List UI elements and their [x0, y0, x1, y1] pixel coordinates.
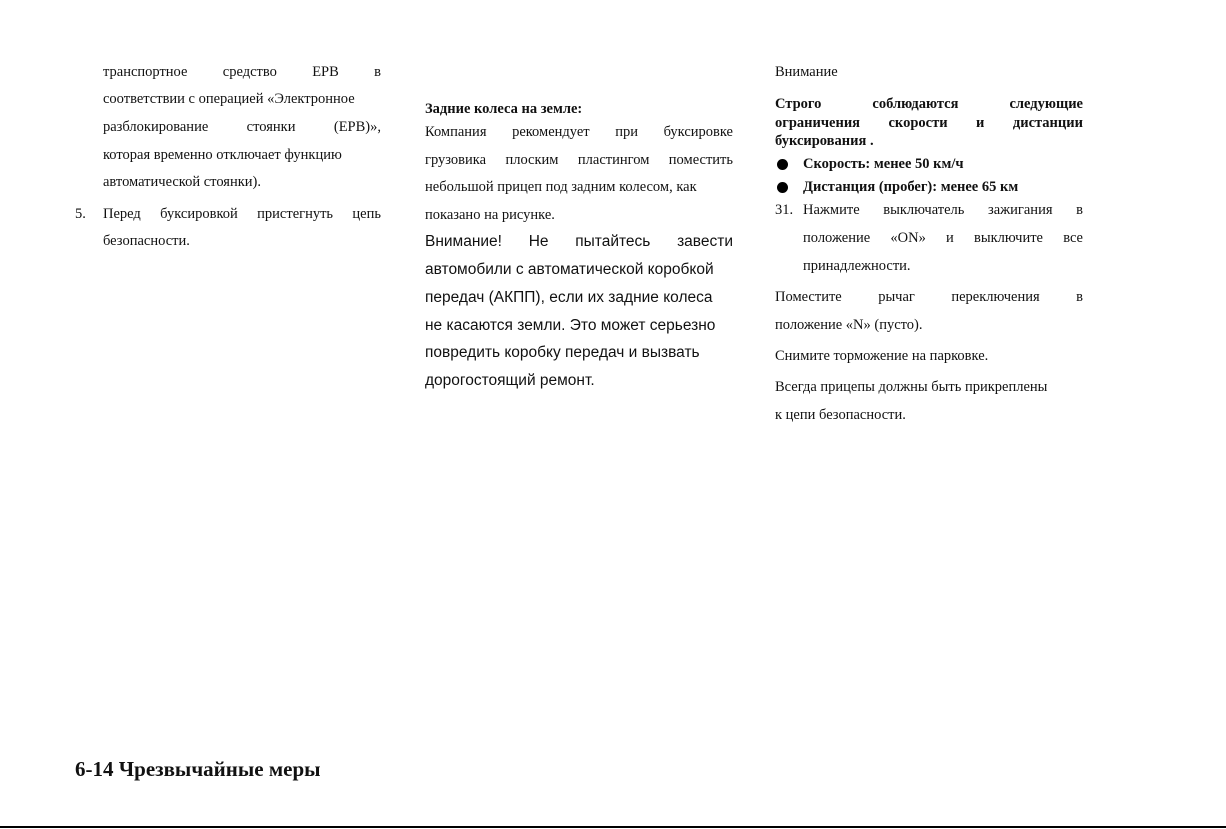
- word: завести: [677, 233, 733, 250]
- word: при: [615, 124, 638, 140]
- warning-line-1: [425, 233, 733, 251]
- word: Не: [528, 233, 549, 250]
- word: «ON»: [890, 230, 926, 246]
- word: зажигания: [987, 202, 1053, 218]
- justified-row: [775, 95, 1083, 113]
- warning-line-3: [425, 289, 733, 307]
- line-text: соответствии с операцией «Электронное: [103, 91, 355, 107]
- line-text: автоматической стоянки).: [103, 174, 261, 190]
- line-text: буксирования .: [775, 133, 874, 149]
- step-31-line-1: [803, 201, 1083, 219]
- line-text: к цепи безопасности.: [775, 407, 906, 423]
- line-text: безопасности.: [103, 233, 190, 249]
- justified-row: [103, 118, 381, 136]
- word: выключатель: [883, 202, 965, 218]
- line-text: передач (АКПП), если их задние колеса: [425, 289, 713, 306]
- paragraph-shift-line-1: [775, 288, 1083, 306]
- bullet-dot-icon: [777, 182, 788, 193]
- page-title: 6-14 Чрезвычайные меры: [75, 757, 321, 781]
- word: рекомендует: [512, 124, 590, 140]
- word: переключения: [951, 289, 1040, 305]
- word: плоским: [505, 152, 559, 168]
- paragraph-chain-line-2: [775, 406, 906, 424]
- bullet-speed: Скорость: менее 50 км/ч: [803, 156, 964, 172]
- word: цепь: [352, 206, 381, 222]
- word: пристегнуть: [257, 206, 334, 222]
- line-text: Всегда прицепы должны быть прикреплены: [775, 379, 1048, 395]
- strict-line-2: [775, 114, 1083, 132]
- justified-row: [775, 288, 1083, 306]
- left-line-2: [103, 90, 381, 108]
- warning-line-6: [425, 372, 595, 390]
- line-text: Снимите торможение на парковке.: [775, 348, 989, 364]
- left-line-4: [103, 146, 381, 164]
- justified-row: [425, 151, 733, 169]
- bullet-dot-icon: [777, 159, 788, 170]
- word: ограничения: [775, 115, 861, 131]
- strict-line-1: [775, 95, 1083, 113]
- word: EPB: [312, 64, 339, 80]
- line-text: автомобили с автоматической коробкой: [425, 261, 714, 278]
- word: Компания: [425, 124, 487, 140]
- line-text: показано на рисунке.: [425, 207, 555, 223]
- line-text: не касаются земли. Это может серьезно: [425, 317, 716, 334]
- justified-row: [103, 205, 381, 223]
- warning-line-4: [425, 317, 733, 335]
- line-text: небольшой прицеп под задним колесом, как: [425, 179, 697, 195]
- word: средство: [222, 64, 277, 80]
- step-31-line-3: [803, 257, 911, 275]
- step-31-number: 31.: [775, 202, 794, 218]
- section-heading: Задние колеса на земле:: [425, 101, 583, 117]
- word: Поместите: [775, 289, 842, 305]
- word: и: [976, 115, 985, 131]
- word: следующие: [1009, 96, 1083, 112]
- bullet-distance: Дистанция (пробег): менее 65 км: [803, 179, 1019, 195]
- word: буксировке: [663, 124, 733, 140]
- paragraph-chain-line-1: [775, 378, 1083, 396]
- word: в: [1076, 289, 1083, 305]
- line-text: дорогостоящий ремонт.: [425, 372, 595, 389]
- justified-row: [103, 63, 381, 81]
- word: соблюдаются: [872, 96, 959, 112]
- word: в: [374, 64, 381, 80]
- line-text: принадлежности.: [803, 258, 911, 274]
- word: Перед: [103, 206, 141, 222]
- justified-row: [425, 123, 733, 141]
- left-line-1: [103, 63, 381, 81]
- left-line-5: [103, 173, 381, 191]
- word: пытайтесь: [575, 233, 651, 250]
- word: стоянки: [246, 119, 296, 135]
- justified-row: [425, 233, 733, 251]
- step-31-line-2: [803, 229, 1083, 247]
- attention-label: Внимание: [775, 64, 838, 80]
- word: (EPB)»,: [333, 119, 381, 135]
- bottom-divider: [0, 826, 1226, 828]
- warning-line-2: [425, 261, 733, 279]
- line-text: положение «N» (пусто).: [775, 317, 923, 333]
- word: выключите: [974, 230, 1043, 246]
- strict-line-3: [775, 132, 874, 150]
- word: грузовика: [425, 152, 487, 168]
- paragraph-parking-brake: [775, 347, 988, 365]
- justified-row: [803, 201, 1083, 219]
- paragraph-shift-line-2: [775, 316, 923, 334]
- word: дистанции: [1012, 115, 1083, 131]
- word: поместить: [668, 152, 733, 168]
- word: Нажмите: [803, 202, 860, 218]
- left-line-3: [103, 118, 381, 136]
- word: буксировкой: [160, 206, 238, 222]
- step-5-line-2: [103, 232, 190, 250]
- middle-body-line-2: [425, 151, 733, 169]
- justified-row: [775, 114, 1083, 132]
- step-5-number: 5.: [75, 206, 86, 222]
- word: пластингом: [577, 152, 650, 168]
- word: рычаг: [878, 289, 915, 305]
- word: разблокирование: [103, 119, 209, 135]
- justified-row: [803, 229, 1083, 247]
- line-text: повредить коробку передач и вызвать: [425, 344, 700, 361]
- word: Внимание!: [425, 233, 502, 250]
- line-text: которая временно отключает функцию: [103, 147, 342, 163]
- word: Строго: [775, 96, 822, 112]
- word: в: [1076, 202, 1083, 218]
- word: транспортное: [103, 64, 188, 80]
- word: положение: [803, 230, 871, 246]
- step-5-line-1: [103, 205, 381, 223]
- word: скорости: [888, 115, 948, 131]
- middle-body-line-4: [425, 206, 555, 224]
- warning-line-5: [425, 344, 733, 362]
- middle-body-line-3: [425, 178, 733, 196]
- word: и: [946, 230, 954, 246]
- middle-body-line-1: [425, 123, 733, 141]
- word: все: [1063, 230, 1083, 246]
